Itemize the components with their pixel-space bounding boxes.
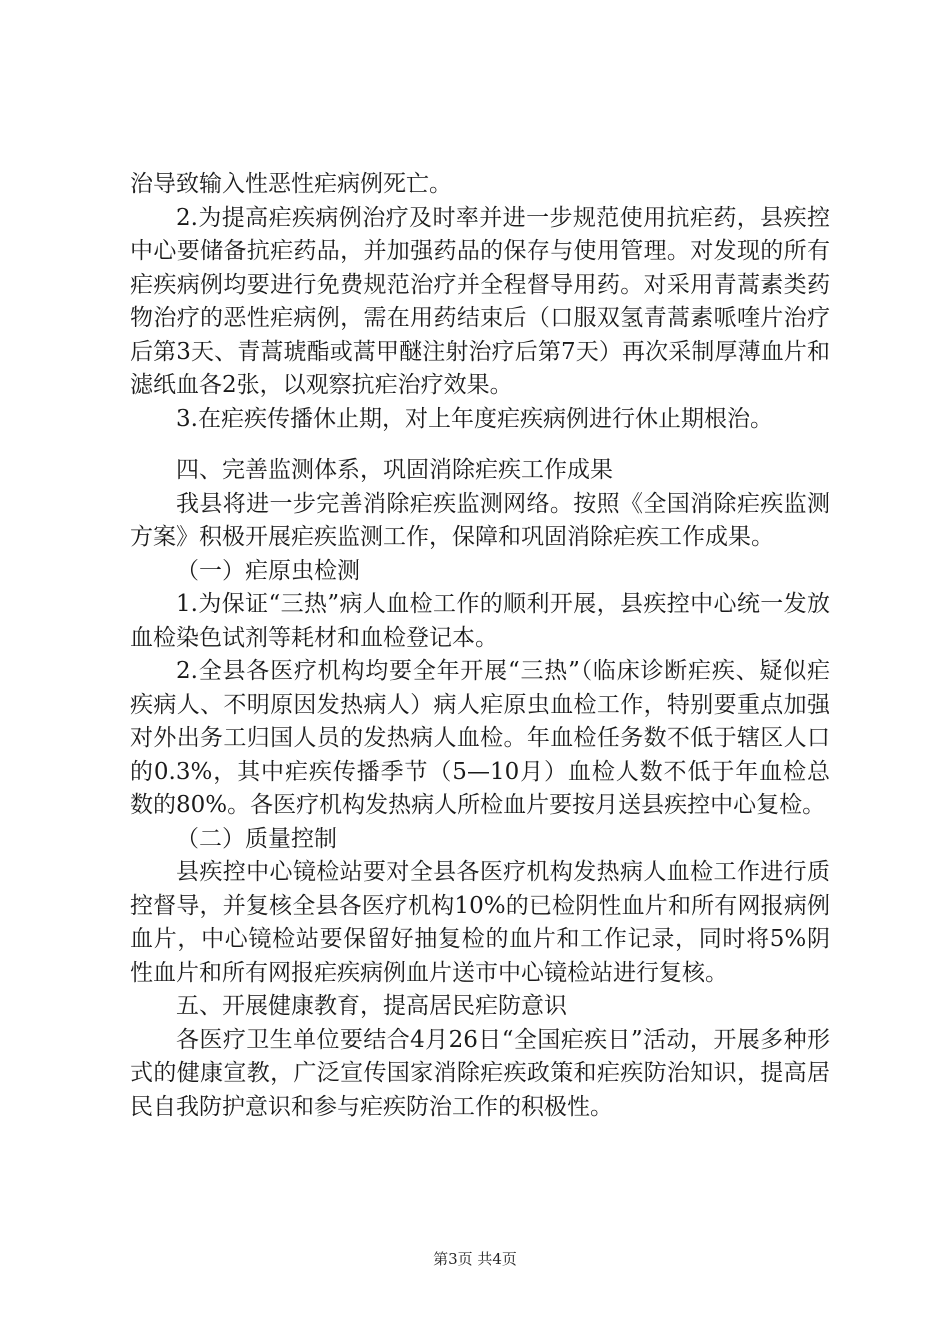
paragraph-section-4-intro: 我县将进一步完善消除疟疾监测网络。按照《全国消除疟疾监测方案》积极开展疟疾监测工作，保障和巩固消除疟疾工作成果。	[130, 490, 830, 550]
paragraph-health-education: 各医疗卫生单位要结合4月26日“全国疟疾日”活动，开展多种形式的健康宣教，广泛宣传国家消除疟疾政策和疟疾防治知识，提高居民自我防护意识和参与疟疾防治工作的积极性。	[130, 1026, 830, 1120]
paragraph-detection-1: 1.为保证“三热”病人血检工作的顺利开展，县疾控中心统一发放血检染色试剂等耗材和血检登记本。	[130, 591, 830, 651]
paragraph-item-3: 3.在疟疾传播休止期，对上年度疟疾病例进行休止期根治。	[176, 405, 773, 432]
document-body	[130, 168, 830, 1124]
page-number-footer: 第3页 共4页	[433, 1250, 517, 1268]
subsection-heading-2: （二）质量控制	[176, 825, 337, 852]
section-heading-5: 五、开展健康教育，提高居民疟防意识	[176, 993, 567, 1019]
paragraph-quality-control: 县疾控中心镜检站要对全县各医疗机构发热病人血检工作进行质控督导，并复核全县各医疗机构10%的已检阴性血片和所有网报病例血片，中心镜检站要保留好抽复检的血片和工作记录，同时将5%阴性血片和所有网报疟疾病例血片送市中心镜检站进行复核。	[130, 859, 830, 986]
paragraph-detection-2: 2.全县各医疗机构均要全年开展“三热”（临床诊断疟疾、疑似疟疾病人、不明原因发热病人）病人疟原虫血检工作，特别要重点加强对外出务工归国人员的发热病人血检。年血检任务数不低于辖区人口的0.3%，其中疟疾传播季节（5—10月）血检人数不低于年血检总数的80%。各医疗机构发热病人所检血片要按月送县疾控中心复检。	[130, 658, 830, 818]
section-heading-4: 四、完善监测体系，巩固消除疟疾工作成果	[176, 457, 613, 483]
paragraph-item-2: 2.为提高疟疾病例治疗及时率并进一步规范使用抗疟药，县疾控中心要储备抗疟药品，并加强药品的保存与使用管理。对发现的所有疟疾病例均要进行免费规范治疗并全程督导用药。对采用青蒿素类药物治疗的恶性疟病例，需在用药结束后（口服双氢青蒿素哌喹片治疗后第3天、青蒿琥酯或蒿甲醚注射治疗后第7天）再次采制厚薄血片和滤纸血各2张，以观察抗疟治疗效果。	[130, 204, 830, 398]
paragraph-gap	[130, 436, 830, 454]
subsection-heading-1: （一）疟原虫检测	[176, 557, 360, 584]
paragraph-continuation: 治导致输入性恶性疟病例死亡。	[130, 171, 452, 197]
